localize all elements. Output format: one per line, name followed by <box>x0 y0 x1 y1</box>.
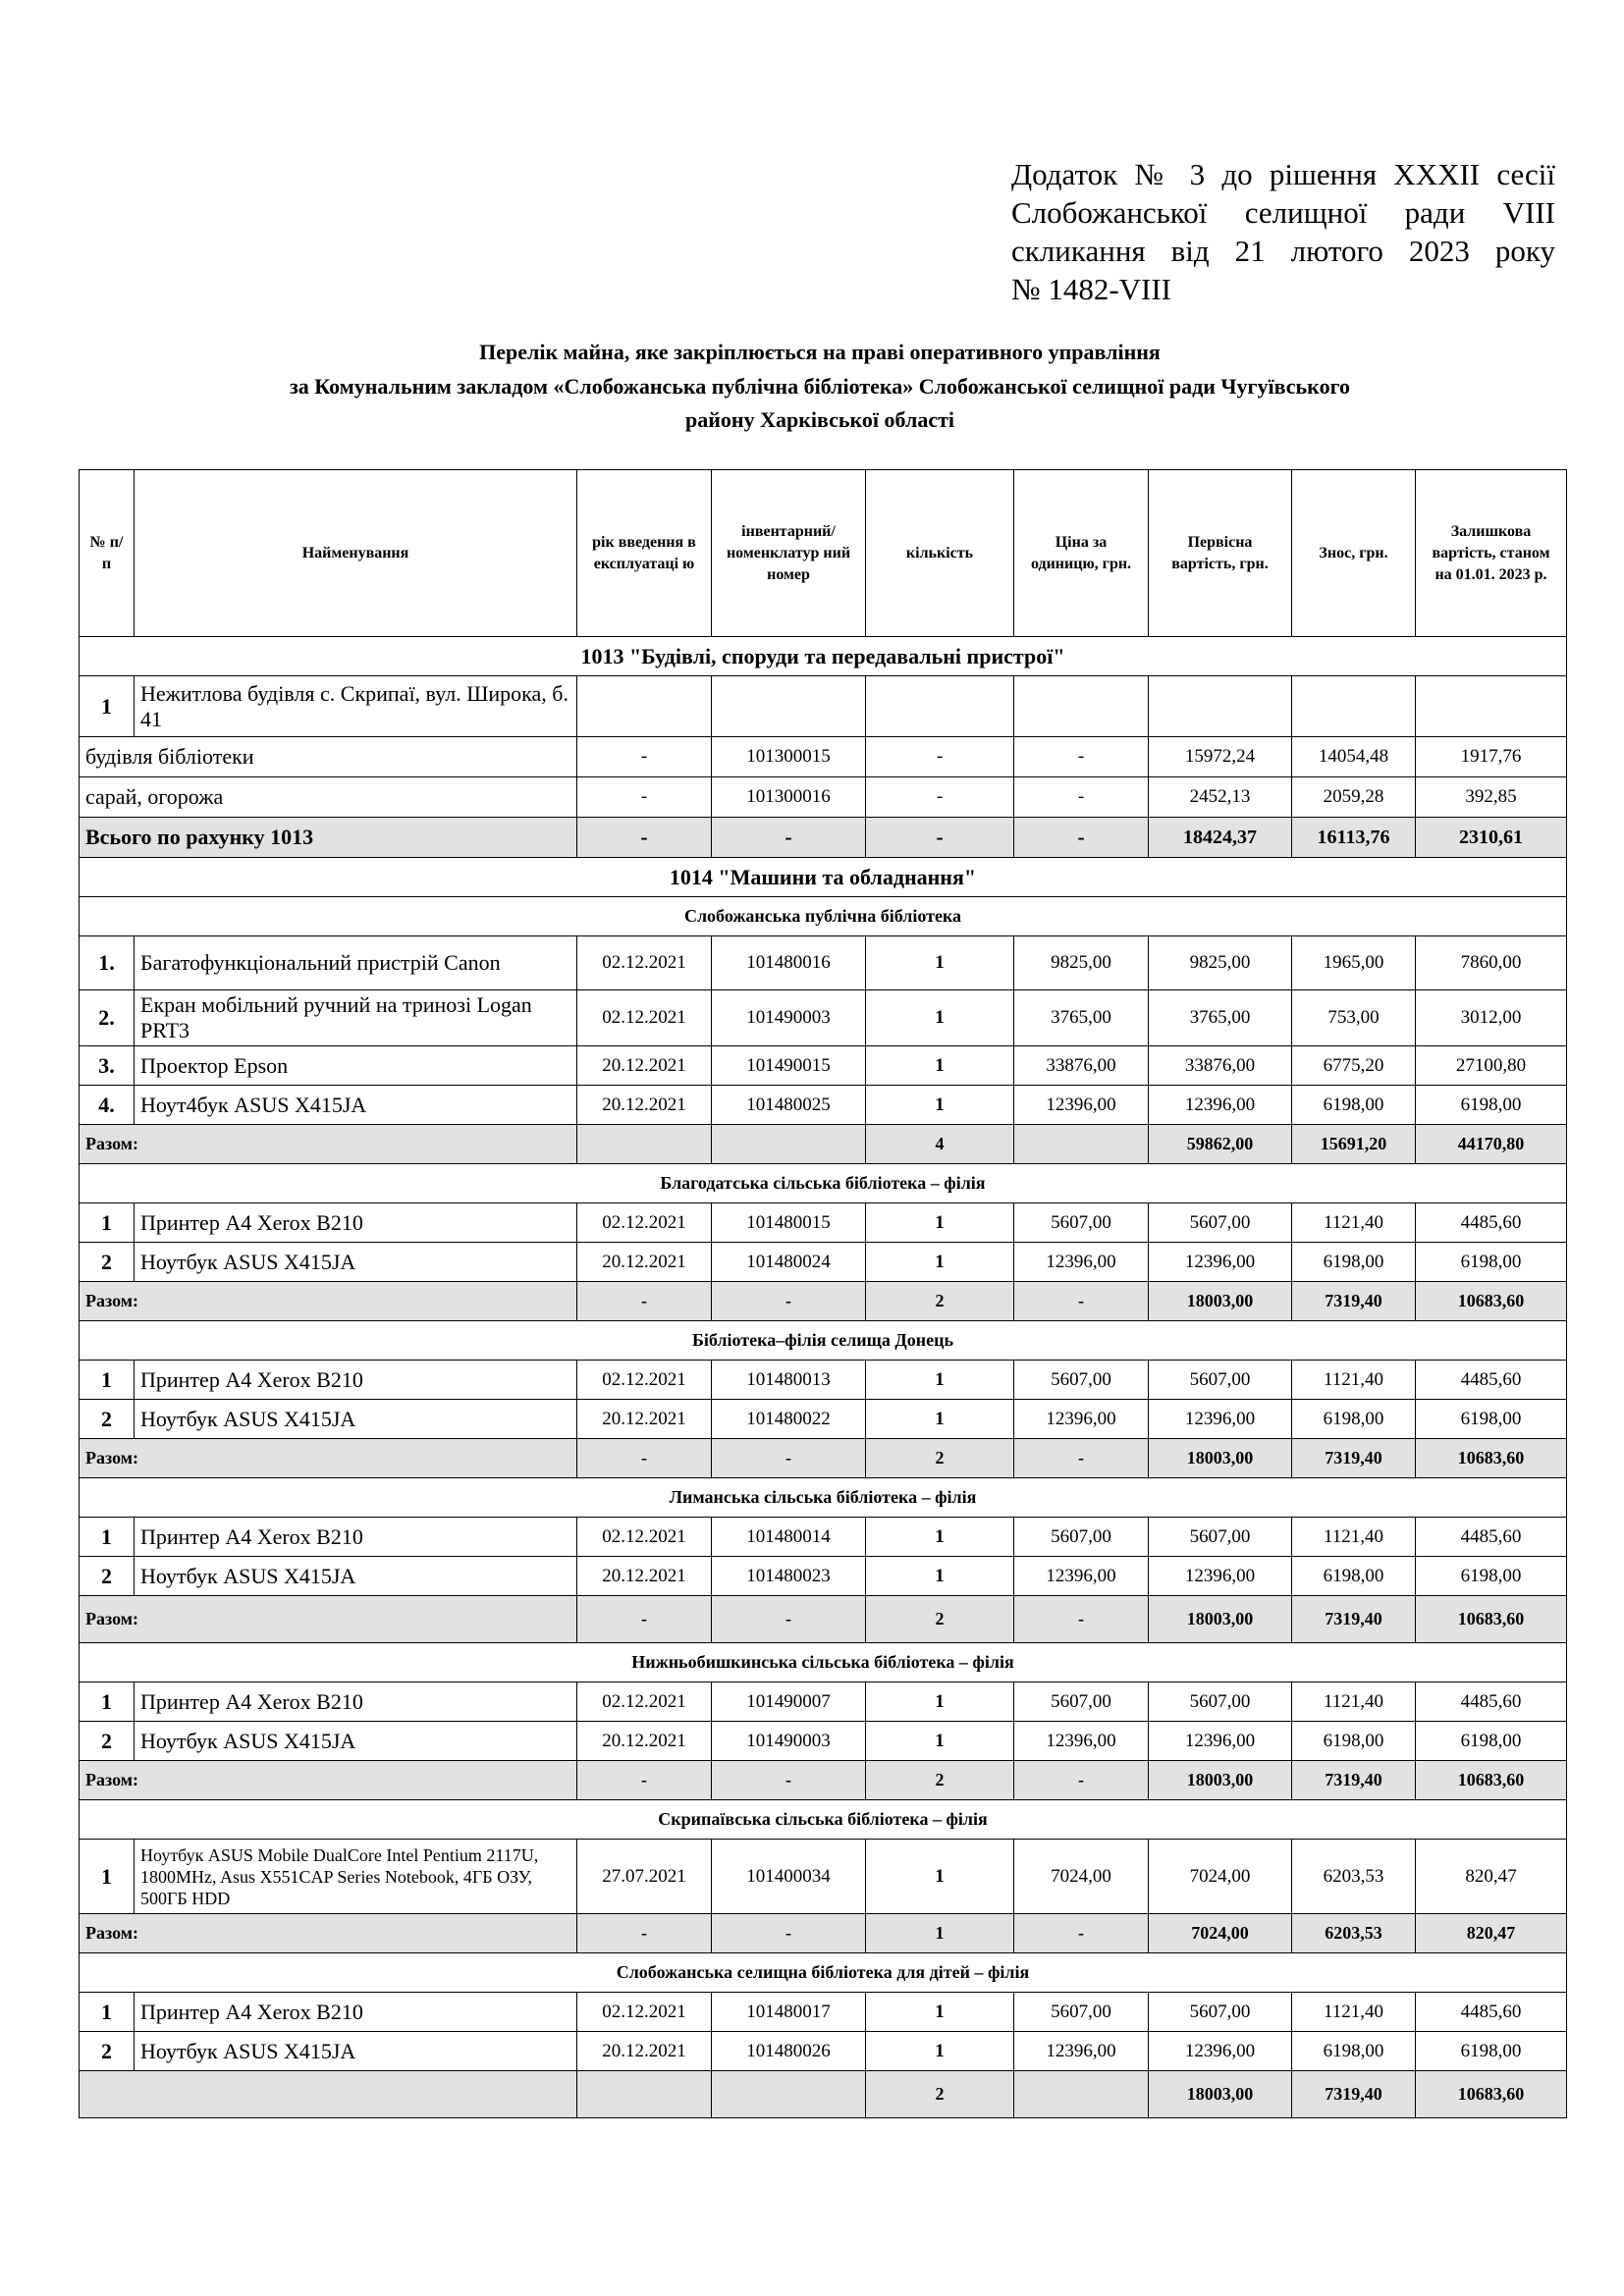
row-num: 1 <box>80 1682 135 1722</box>
addendum-note <box>1011 155 1555 308</box>
group-title: Благодатська сільська бібліотека – філія <box>80 1164 1567 1203</box>
total-initial-cost: 18003,00 <box>1149 1439 1292 1478</box>
total-year <box>577 2071 712 2118</box>
row-price: 12396,00 <box>1014 1243 1149 1282</box>
total-row <box>80 1125 1567 1164</box>
row-year: 20.12.2021 <box>577 1046 712 1086</box>
total-price <box>1014 2071 1149 2118</box>
row-wear: 1121,40 <box>1292 1203 1416 1243</box>
total-label: Всього по рахунку 1013 <box>80 818 577 858</box>
row-quantity: 1 <box>866 1086 1014 1125</box>
table-row <box>80 1840 1567 1914</box>
row-price: 12396,00 <box>1014 1722 1149 1761</box>
row-year: 02.12.2021 <box>577 1361 712 1400</box>
row-price: 9825,00 <box>1014 936 1149 990</box>
row-quantity: 1 <box>866 1400 1014 1439</box>
total-price: - <box>1014 1914 1149 1953</box>
row-inventory: 101480017 <box>712 1993 866 2032</box>
total-quantity: 2 <box>866 2071 1014 2118</box>
row-price: 33876,00 <box>1014 1046 1149 1086</box>
table-row <box>80 1086 1567 1125</box>
total-wear: 7319,40 <box>1292 2071 1416 2118</box>
row-wear: 2059,28 <box>1292 777 1416 818</box>
group-row <box>80 1643 1567 1682</box>
row-inventory: 101480026 <box>712 2032 866 2071</box>
total-inventory: - <box>712 1439 866 1478</box>
header-inventory: інвентарний/ номенклатур ний номер <box>712 470 866 637</box>
table-row <box>80 1361 1567 1400</box>
row-residual: 6198,00 <box>1416 1400 1567 1439</box>
row-wear: 6775,20 <box>1292 1046 1416 1086</box>
row-quantity: 1 <box>866 1722 1014 1761</box>
row-residual: 4485,60 <box>1416 1361 1567 1400</box>
row-wear: 753,00 <box>1292 990 1416 1046</box>
group-row <box>80 897 1567 936</box>
row-price: 12396,00 <box>1014 1557 1149 1596</box>
row-wear: 14054,48 <box>1292 737 1416 777</box>
row-initial-cost: 9825,00 <box>1149 936 1292 990</box>
table-row <box>80 1518 1567 1557</box>
total-label: Разом: <box>80 1761 577 1800</box>
total-inventory: - <box>712 818 866 858</box>
total-inventory: - <box>712 1282 866 1321</box>
row-inventory: 101490007 <box>712 1682 866 1722</box>
total-price: - <box>1014 1596 1149 1643</box>
document-title-line: Перелік майна, яке закріплюється на праві оперативного управління <box>479 340 1161 364</box>
group-row <box>80 1800 1567 1840</box>
row-price: - <box>1014 777 1149 818</box>
total-wear: 7319,40 <box>1292 1282 1416 1321</box>
row-num: 3. <box>80 1046 135 1086</box>
row-quantity: 1 <box>866 936 1014 990</box>
header-num: № п/ п <box>80 470 135 637</box>
row-name: Екран мобільний ручний на тринозі Logan PRT3 <box>135 990 577 1046</box>
group-title: Бібліотека–філія селища Донець <box>80 1321 1567 1361</box>
total-row <box>80 2071 1567 2118</box>
row-name: Ноут4бук ASUS X415JA <box>135 1086 577 1125</box>
group-row <box>80 1321 1567 1361</box>
row-inventory: 101490003 <box>712 990 866 1046</box>
row-initial-cost: 12396,00 <box>1149 1086 1292 1125</box>
total-inventory: - <box>712 1914 866 1953</box>
table-row <box>80 777 1567 818</box>
row-initial-cost: 12396,00 <box>1149 1557 1292 1596</box>
row-quantity: 1 <box>866 1046 1014 1086</box>
total-year: - <box>577 1439 712 1478</box>
total-year: - <box>577 818 712 858</box>
row-price: 12396,00 <box>1014 2032 1149 2071</box>
row-inventory: 101490003 <box>712 1722 866 1761</box>
section-title: 1014 "Машини та обладнання" <box>80 858 1567 897</box>
row-wear: 6198,00 <box>1292 1722 1416 1761</box>
total-year: - <box>577 1282 712 1321</box>
row-quantity: 1 <box>866 1203 1014 1243</box>
row-name: Проектор Epson <box>135 1046 577 1086</box>
row-price: 5607,00 <box>1014 1682 1149 1722</box>
group-title: Нижньобишкинська сільська бібліотека – філія <box>80 1643 1567 1682</box>
header-quantity: кількість <box>866 470 1014 637</box>
total-initial-cost: 7024,00 <box>1149 1914 1292 1953</box>
row-initial-cost: 2452,13 <box>1149 777 1292 818</box>
row-year: 20.12.2021 <box>577 2032 712 2071</box>
total-residual: 10683,60 <box>1416 1439 1567 1478</box>
row-price: 7024,00 <box>1014 1840 1149 1914</box>
row-price: 3765,00 <box>1014 990 1149 1046</box>
table-header-row <box>80 470 1567 637</box>
row-name: Ноутбук ASUS X415JA <box>135 1722 577 1761</box>
row-name: Принтер А4 Xerox B210 <box>135 1682 577 1722</box>
total-inventory <box>712 2071 866 2118</box>
total-wear: 7319,40 <box>1292 1439 1416 1478</box>
row-year: 02.12.2021 <box>577 1203 712 1243</box>
row-residual: 6198,00 <box>1416 1086 1567 1125</box>
row-price: 12396,00 <box>1014 1086 1149 1125</box>
row-quantity: - <box>866 737 1014 777</box>
table-row <box>80 990 1567 1046</box>
total-residual: 10683,60 <box>1416 2071 1567 2118</box>
row-residual: 820,47 <box>1416 1840 1567 1914</box>
row-year: 02.12.2021 <box>577 1518 712 1557</box>
total-year: - <box>577 1596 712 1643</box>
row-inventory: 101480015 <box>712 1203 866 1243</box>
row-initial-cost: 5607,00 <box>1149 1203 1292 1243</box>
row-name: Принтер А4 Xerox B210 <box>135 1993 577 2032</box>
row-num: 1 <box>80 1518 135 1557</box>
row-residual: 4485,60 <box>1416 1518 1567 1557</box>
row-year: 20.12.2021 <box>577 1722 712 1761</box>
total-wear: 7319,40 <box>1292 1596 1416 1643</box>
row-quantity: 1 <box>866 1361 1014 1400</box>
row-num: 2 <box>80 1243 135 1282</box>
total-residual: 10683,60 <box>1416 1761 1567 1800</box>
row-num: 2 <box>80 1400 135 1439</box>
groups-body <box>80 897 1567 2118</box>
row-price: 5607,00 <box>1014 1203 1149 1243</box>
total-row <box>80 1914 1567 1953</box>
total-wear: 7319,40 <box>1292 1761 1416 1800</box>
header-residual: Залишкова вартість, станом на 01.01. 2023 р. <box>1416 470 1567 637</box>
total-row <box>80 1439 1567 1478</box>
row-initial-cost: 12396,00 <box>1149 2032 1292 2071</box>
row-inventory: 101480014 <box>712 1518 866 1557</box>
row-num: 4. <box>80 1086 135 1125</box>
row-inventory: 101300015 <box>712 737 866 777</box>
total-residual: 2310,61 <box>1416 818 1567 858</box>
row-residual: 6198,00 <box>1416 1722 1567 1761</box>
total-inventory <box>712 1125 866 1164</box>
row-name: Ноутбук ASUS X415JA <box>135 1557 577 1596</box>
row-name: Принтер А4 Xerox B210 <box>135 1203 577 1243</box>
total-wear: 6203,53 <box>1292 1914 1416 1953</box>
total-residual: 44170,80 <box>1416 1125 1567 1164</box>
row-quantity: 1 <box>866 1518 1014 1557</box>
row-wear: 6198,00 <box>1292 1400 1416 1439</box>
total-row <box>80 818 1567 858</box>
row-wear: 6198,00 <box>1292 1557 1416 1596</box>
table-row <box>80 1203 1567 1243</box>
total-residual: 10683,60 <box>1416 1596 1567 1643</box>
table-row <box>80 1046 1567 1086</box>
total-label <box>80 2071 577 2118</box>
row-inventory: 101490015 <box>712 1046 866 1086</box>
row-num: 1. <box>80 936 135 990</box>
row-year: 20.12.2021 <box>577 1557 712 1596</box>
row-residual: 27100,80 <box>1416 1046 1567 1086</box>
row-quantity: 1 <box>866 1840 1014 1914</box>
row-initial-cost: 3765,00 <box>1149 990 1292 1046</box>
row-residual: 4485,60 <box>1416 1993 1567 2032</box>
document-title-line: району Харківської області <box>684 407 955 432</box>
row-inventory: 101300016 <box>712 777 866 818</box>
row-wear: 1121,40 <box>1292 1682 1416 1722</box>
row-year: 20.12.2021 <box>577 1400 712 1439</box>
total-price <box>1014 1125 1149 1164</box>
row-residual: 4485,60 <box>1416 1682 1567 1722</box>
group-row <box>80 1478 1567 1518</box>
group-row <box>80 1953 1567 1993</box>
row-wear: 6198,00 <box>1292 2032 1416 2071</box>
document-title-line: за Комунальним закладом «Слобожанська публічна бібліотека» Слобожанської селищної ради Чугуївського <box>289 374 1351 399</box>
property-table <box>79 469 1567 2118</box>
row-num: 1 <box>80 1203 135 1243</box>
row-initial-cost: 5607,00 <box>1149 1361 1292 1400</box>
total-initial-cost: 59862,00 <box>1149 1125 1292 1164</box>
row-inventory: 101480013 <box>712 1361 866 1400</box>
row-wear: 6203,53 <box>1292 1840 1416 1914</box>
row-num: 1 <box>80 676 135 737</box>
row-price: 5607,00 <box>1014 1361 1149 1400</box>
total-quantity: 4 <box>866 1125 1014 1164</box>
row-initial-cost: 5607,00 <box>1149 1993 1292 2032</box>
header-initial-cost: Первісна вартість, грн. <box>1149 470 1292 637</box>
row-wear: 6198,00 <box>1292 1243 1416 1282</box>
total-residual: 10683,60 <box>1416 1282 1567 1321</box>
row-wear: 6198,00 <box>1292 1086 1416 1125</box>
row-num: 1 <box>80 1840 135 1914</box>
row-num: 2 <box>80 1722 135 1761</box>
row-wear: 1121,40 <box>1292 1361 1416 1400</box>
header-price: Ціна за одиницю, грн. <box>1014 470 1149 637</box>
row-residual: 6198,00 <box>1416 2032 1567 2071</box>
row-name: Принтер А4 Xerox B210 <box>135 1361 577 1400</box>
group-title: Скрипаївська сільська бібліотека – філія <box>80 1800 1567 1840</box>
row-year: 20.12.2021 <box>577 1243 712 1282</box>
row-inventory: 101480025 <box>712 1086 866 1125</box>
row-wear: 1121,40 <box>1292 1518 1416 1557</box>
total-wear: 16113,76 <box>1292 818 1416 858</box>
row-wear: 1121,40 <box>1292 1993 1416 2032</box>
row-residual: 1917,76 <box>1416 737 1567 777</box>
table-row <box>80 936 1567 990</box>
header-wear: Знос, грн. <box>1292 470 1416 637</box>
row-name: Ноутбук ASUS X415JA <box>135 2032 577 2071</box>
header-name: Найменування <box>135 470 577 637</box>
row-inventory: 101400034 <box>712 1840 866 1914</box>
row-initial-cost: 12396,00 <box>1149 1400 1292 1439</box>
row-name: будівля бібліотеки <box>80 737 577 777</box>
total-row <box>80 1761 1567 1800</box>
row-num: 2 <box>80 2032 135 2071</box>
row-name: Ноутбук ASUS X415JA <box>135 1243 577 1282</box>
addendum-line: Слобожанської селищної ради VIII <box>1011 195 1555 230</box>
row-price: 5607,00 <box>1014 1993 1149 2032</box>
row-year: - <box>577 737 712 777</box>
total-inventory: - <box>712 1761 866 1800</box>
row-residual: 392,85 <box>1416 777 1567 818</box>
table-row <box>80 1682 1567 1722</box>
row-year: 20.12.2021 <box>577 1086 712 1125</box>
total-year: - <box>577 1914 712 1953</box>
total-initial-cost: 18424,37 <box>1149 818 1292 858</box>
group-title: Лиманська сільська бібліотека – філія <box>80 1478 1567 1518</box>
addendum-line: скликання від 21 лютого 2023 року <box>1011 234 1555 268</box>
total-inventory: - <box>712 1596 866 1643</box>
total-quantity: 2 <box>866 1596 1014 1643</box>
addendum-line: Додаток № 3 до рішення XXXII сесії <box>1011 157 1555 191</box>
row-year: 02.12.2021 <box>577 936 712 990</box>
row-initial-cost: 5607,00 <box>1149 1682 1292 1722</box>
row-name: сарай, огорожа <box>80 777 577 818</box>
row-num: 1 <box>80 1993 135 2032</box>
row-num: 2. <box>80 990 135 1046</box>
row-residual: 3012,00 <box>1416 990 1567 1046</box>
section-row <box>80 637 1567 676</box>
table-row <box>80 2032 1567 2071</box>
row-inventory: 101480024 <box>712 1243 866 1282</box>
table-row <box>80 1993 1567 2032</box>
total-wear: 15691,20 <box>1292 1125 1416 1164</box>
row-num: 1 <box>80 1361 135 1400</box>
total-initial-cost: 18003,00 <box>1149 1282 1292 1321</box>
section-row <box>80 858 1567 897</box>
row-name: Принтер А4 Xerox B210 <box>135 1518 577 1557</box>
row-quantity: 1 <box>866 1682 1014 1722</box>
total-label: Разом: <box>80 1596 577 1643</box>
row-initial-cost: 5607,00 <box>1149 1518 1292 1557</box>
row-name: Ноутбук ASUS X415JA <box>135 1400 577 1439</box>
table-row <box>80 1400 1567 1439</box>
table-row <box>80 1243 1567 1282</box>
row-name: Нежитлова будівля с. Скрипаї, вул. Широка, б. 41 <box>135 676 577 737</box>
group-title: Слобожанська селищна бібліотека для дітей – філія <box>80 1953 1567 1993</box>
table-row <box>80 1557 1567 1596</box>
total-price: - <box>1014 1439 1149 1478</box>
row-inventory: 101480016 <box>712 936 866 990</box>
total-quantity: 2 <box>866 1282 1014 1321</box>
total-price: - <box>1014 1282 1149 1321</box>
table-row <box>80 1722 1567 1761</box>
row-quantity: 1 <box>866 1243 1014 1282</box>
row-quantity: - <box>866 777 1014 818</box>
row-name: Багатофункціональний пристрій Canon <box>135 936 577 990</box>
table-row <box>80 737 1567 777</box>
total-label: Разом: <box>80 1282 577 1321</box>
total-price: - <box>1014 818 1149 858</box>
row-year: 02.12.2021 <box>577 990 712 1046</box>
row-num: 2 <box>80 1557 135 1596</box>
total-row <box>80 1596 1567 1643</box>
row-price: 12396,00 <box>1014 1400 1149 1439</box>
group-title: Слобожанська публічна бібліотека <box>80 897 1567 936</box>
total-initial-cost: 18003,00 <box>1149 2071 1292 2118</box>
row-name: Ноутбук ASUS Mobile DualCore Intel Pentium 2117U, 1800MHz, Asus X551CAP Series Notebook, 4ГБ ОЗУ, 500ГБ HDD <box>135 1840 577 1914</box>
table-row <box>80 676 1567 737</box>
row-initial-cost: 33876,00 <box>1149 1046 1292 1086</box>
row-initial-cost: 12396,00 <box>1149 1243 1292 1282</box>
total-year <box>577 1125 712 1164</box>
total-initial-cost: 18003,00 <box>1149 1596 1292 1643</box>
total-label: Разом: <box>80 1914 577 1953</box>
row-quantity: 1 <box>866 2032 1014 2071</box>
row-year: 27.07.2021 <box>577 1840 712 1914</box>
row-inventory: 101480023 <box>712 1557 866 1596</box>
row-year: 02.12.2021 <box>577 1682 712 1722</box>
total-row <box>80 1282 1567 1321</box>
total-label: Разом: <box>80 1125 577 1164</box>
row-inventory: 101480022 <box>712 1400 866 1439</box>
total-year: - <box>577 1761 712 1800</box>
row-year: 02.12.2021 <box>577 1993 712 2032</box>
total-initial-cost: 18003,00 <box>1149 1761 1292 1800</box>
row-initial-cost: 12396,00 <box>1149 1722 1292 1761</box>
group-row <box>80 1164 1567 1203</box>
row-initial-cost: 15972,24 <box>1149 737 1292 777</box>
row-initial-cost: 7024,00 <box>1149 1840 1292 1914</box>
total-label: Разом: <box>80 1439 577 1478</box>
total-price: - <box>1014 1761 1149 1800</box>
row-year: - <box>577 777 712 818</box>
row-price: 5607,00 <box>1014 1518 1149 1557</box>
header-year: рік введення в експлуатаці ю <box>577 470 712 637</box>
row-wear: 1965,00 <box>1292 936 1416 990</box>
section-title: 1013 "Будівлі, споруди та передавальні пристрої" <box>80 637 1567 676</box>
row-quantity: 1 <box>866 990 1014 1046</box>
row-price: - <box>1014 737 1149 777</box>
total-residual: 820,47 <box>1416 1914 1567 1953</box>
row-residual: 4485,60 <box>1416 1203 1567 1243</box>
total-quantity: 2 <box>866 1439 1014 1478</box>
row-residual: 6198,00 <box>1416 1243 1567 1282</box>
total-quantity: - <box>866 818 1014 858</box>
row-quantity: 1 <box>866 1557 1014 1596</box>
row-residual: 7860,00 <box>1416 936 1567 990</box>
total-quantity: 1 <box>866 1914 1014 1953</box>
total-quantity: 2 <box>866 1761 1014 1800</box>
row-residual: 6198,00 <box>1416 1557 1567 1596</box>
row-quantity: 1 <box>866 1993 1014 2032</box>
addendum-line: № 1482-VIII <box>1011 272 1172 306</box>
